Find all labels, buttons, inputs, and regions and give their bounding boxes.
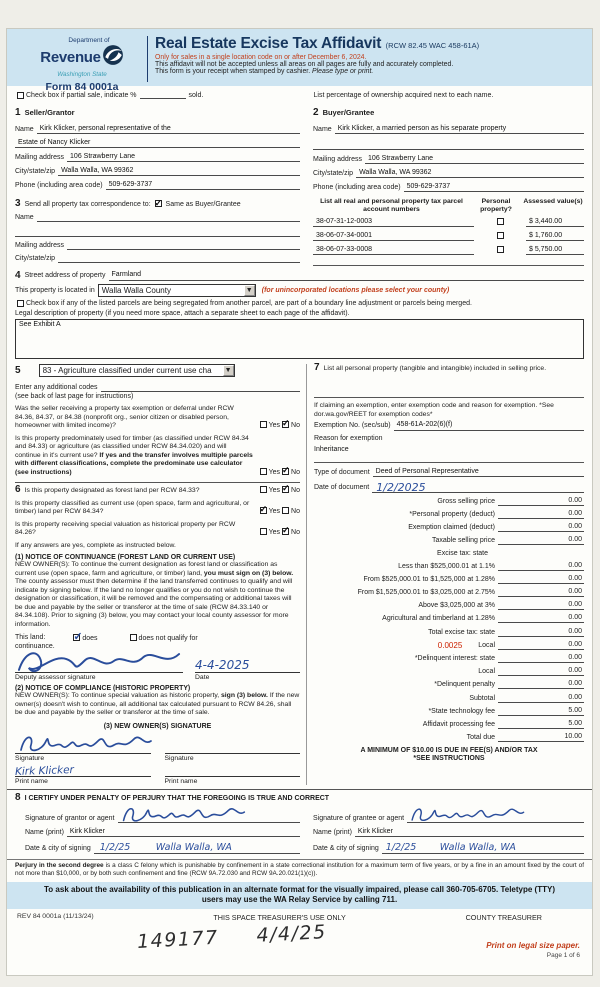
- notice-compliance-title: (2) NOTICE OF COMPLIANCE (HISTORIC PROPERTY): [15, 685, 191, 693]
- deputy-assessor-signature-field[interactable]: [15, 657, 183, 673]
- partial-sale-checkbox[interactable]: [17, 92, 24, 99]
- legal-description-box[interactable]: See Exhibit A: [15, 319, 584, 359]
- signature-label: Signature: [15, 754, 45, 762]
- amount-label: Exemption claimed (deduct): [408, 524, 495, 532]
- additional-codes-field[interactable]: [101, 383, 301, 392]
- treasurer-space-label: THIS SPACE TREASURER'S USE ONLY: [213, 912, 346, 922]
- date-label: Date: [195, 674, 210, 682]
- amount-value[interactable]: 0.00: [498, 653, 584, 663]
- excise-tax-state-heading: Excise tax: state: [437, 549, 488, 557]
- amount-label: From $1,525,000.01 to $3,025,000 at 2.75%: [357, 589, 495, 597]
- form-title-rcw: (RCW 82.45 WAC 458-61A): [385, 41, 480, 50]
- located-in-label: This property is located in: [15, 286, 95, 294]
- amount-label: Less than $525,000.01 at 1.1%: [398, 562, 495, 570]
- seller-name-field-2[interactable]: Estate of Nancy Klicker: [15, 138, 300, 149]
- predominate-use-bold: If yes and the transfer involves multiple parcels with different classifications, complete the predominate use calculator (see instructions): [15, 451, 253, 476]
- current-use-question: Is this property classified as current use (open space, farm and agricultural, or timber) land per RCW 84.34?: [15, 499, 250, 516]
- assessor-date-value: 4-4-2025: [195, 658, 250, 673]
- currentuse-yes-checkbox[interactable]: [260, 507, 267, 514]
- section-7-number: 7: [314, 361, 320, 373]
- amount-value[interactable]: 0.00: [498, 587, 584, 597]
- county-select[interactable]: Walla Walla County ▼: [98, 284, 256, 297]
- historic-yes-checkbox[interactable]: [260, 528, 267, 535]
- amount-value[interactable]: 0.00: [498, 613, 584, 623]
- amount-label: Agricultural and timberland at 1.28%: [382, 615, 495, 623]
- grantee-signature-label: Signature of grantee or agent: [313, 814, 405, 822]
- parcel-number-field[interactable]: 38-07-31-12-0003: [313, 217, 474, 228]
- amount-value[interactable]: 5.00: [498, 719, 584, 729]
- section-4-number: 4: [15, 270, 21, 282]
- grantor-name-label: Name (print): [25, 828, 64, 836]
- deputy-signature-label: Deputy assessor signature: [15, 674, 96, 682]
- amount-label: Total due: [466, 734, 495, 742]
- personal-property-label: List all personal property (tangible and intangible) included in selling price.: [323, 364, 547, 372]
- revenue-wordmark: Revenue: [40, 49, 101, 66]
- buyer-city-label: City/state/zip: [313, 169, 354, 177]
- parcel-row: [313, 231, 584, 242]
- see-back-note: (see back of last page for instructions): [15, 393, 134, 401]
- amount-label: Local: [478, 641, 495, 649]
- rev-number: REV 84 0001a (11/13/24): [17, 912, 94, 920]
- revenue-swirl-icon: [102, 44, 124, 71]
- certify-statement: I CERTIFY UNDER PENALTY OF PERJURY THAT THE FOREGOING IS TRUE AND CORRECT: [24, 794, 330, 802]
- amount-value[interactable]: 0.00: [498, 509, 584, 519]
- parcel-number-field[interactable]: 38-06-07-34-0001: [313, 231, 474, 242]
- legal-description-label: Legal description of property (if you need more space, attach a separate sheet to each page of the affidavit).: [15, 309, 350, 317]
- type-of-document-label: Type of document: [314, 468, 370, 476]
- predominate-use-question: Is this property predominately used for timber (as classified under RCW 84.34 and 84.33) or agriculture (as classified under RCW 84.34.020) and will continue in it's current use?: [15, 434, 249, 459]
- header-note-2: This form is your receipt when stamped by cashier.: [155, 68, 311, 75]
- seller-mailing-field[interactable]: 106 Strawberry Lane: [67, 152, 300, 163]
- grantee-name-field[interactable]: Kirk Klicker: [355, 827, 584, 838]
- type-of-document-field[interactable]: Deed of Personal Representative: [373, 467, 584, 478]
- dropdown-arrow-icon[interactable]: ▼: [223, 365, 234, 376]
- new-owner-print-name-field[interactable]: [15, 764, 151, 777]
- exemption-no-field[interactable]: 458-61A-202(6)(f): [394, 420, 584, 431]
- county-treasurer-label: COUNTY TREASURER: [465, 912, 542, 922]
- grantor-date-field[interactable]: 1/2/25 Walla Walla, WA: [94, 845, 300, 854]
- parcel-personal-checkbox[interactable]: [497, 246, 504, 253]
- reason-exemption-label: Reason for exemption: [314, 434, 383, 442]
- washington-state-label: Washington State: [57, 71, 107, 78]
- amount-value[interactable]: 5.00: [498, 706, 584, 716]
- minimum-due-note: A MINIMUM OF $10.00 IS DUE IN FEE(S) AND/OR TAX: [360, 747, 538, 755]
- forest-yes-checkbox[interactable]: [260, 486, 267, 493]
- print-name-label: Print name: [15, 777, 48, 785]
- corr-city-label: City/state/zip: [15, 254, 56, 262]
- amount-value[interactable]: 0.00: [498, 640, 584, 650]
- amount-value[interactable]: 0.00: [498, 561, 584, 571]
- new-owners-signature-title: (3) NEW OWNER(S) SIGNATURE: [103, 722, 212, 730]
- grantee-signature: [407, 800, 527, 828]
- amount-label: *State technology fee: [428, 707, 495, 715]
- grantee-signature-field[interactable]: [407, 814, 584, 823]
- perjury-note: Perjury in the second degree is a class C felony which is punishable by confinement in a state correctional institution for a maximum term of five years, or by a fine in an amount fixed by the court of not more than $10,000, or by both such confinement and fine (RCW 9A.72.030 and RCW 9A.20.021(1)(c)).: [15, 861, 584, 877]
- parcel-row: [313, 245, 584, 256]
- amount-label: Total excise tax: state: [428, 628, 495, 636]
- seller-phone-label: Phone (including area code): [15, 181, 103, 189]
- notice-continuance-text: NEW OWNER(S): To continue the current designation as forest land or classification as current use (open space, farm and agriculture, or timber) land, you must sign on (3) below. The county assessor must then determine if the land transferred continues to qualify and will indicate by signing below. If the land no longer qualifies or you do not wish to continue the designation or classification, it will be removed and the compensating or additional taxes will be due and payable by the seller or transferor at the time of sale (RCW 84.33.140 or 84.34.108). Prior to signing (3) below, you may contact your local county assessor for more information.: [15, 561, 294, 628]
- section-3-header: 3 Send all property tax correspondence to: ✓ Same as Buyer/Grantee: [15, 198, 300, 209]
- county-note: (for unincorporated locations please select your county): [261, 286, 450, 294]
- personal-property-col-header: Personal property?: [480, 198, 512, 214]
- section-6-number: 6: [15, 484, 21, 496]
- seller-phone-field[interactable]: 509-629-3737: [106, 180, 300, 191]
- this-land-label: This land:: [15, 634, 46, 642]
- partial-percent-field[interactable]: [140, 90, 186, 99]
- buyer-mailing-label: Mailing address: [313, 155, 363, 163]
- amount-label: Taxable selling price: [431, 537, 495, 545]
- q2-no-checkbox[interactable]: [282, 468, 289, 475]
- amount-label: *Delinquent penalty: [434, 681, 495, 689]
- corr-mailing-field[interactable]: [67, 241, 300, 250]
- grantor-signature: [118, 800, 248, 828]
- red-notice: Only for sales in a single location code on or after December 6, 2024.: [155, 54, 367, 61]
- deputy-assessor-signature: [15, 644, 183, 678]
- assessor-date-field[interactable]: [195, 657, 300, 673]
- grantee-name-label: Name (print): [313, 828, 352, 836]
- parcel-col-header: List all real and personal property tax parcel account numbers: [320, 198, 463, 214]
- amount-label: Subtotal: [469, 694, 495, 702]
- segregated-checkbox[interactable]: [17, 300, 24, 307]
- amount-label: Local: [478, 668, 495, 676]
- form-title: Real Estate Excise Tax Affidavit: [155, 35, 382, 52]
- assessed-value-field[interactable]: $ 3,440.00: [526, 217, 584, 228]
- header-note-1: This affidavit will not be accepted unless all areas on all pages are fully and accurately completed.: [155, 61, 454, 68]
- type-or-print-note: Please type or print.: [312, 68, 374, 75]
- new-owner-signature: [15, 728, 155, 758]
- segregated-label: Check box if any of the listed parcels are being segregated from another parcel, are part of a boundary line adjustment or parcels being merged.: [26, 299, 472, 307]
- q1-yes-checkbox[interactable]: [260, 421, 267, 428]
- amount-label: Gross selling price: [437, 497, 495, 505]
- personal-property-field[interactable]: [314, 373, 584, 397]
- stamp-date: 4/4/25: [255, 921, 328, 947]
- amount-label: *Delinquent interest: state: [414, 655, 495, 663]
- new-owner-signature-field-2[interactable]: [165, 738, 301, 754]
- new-owner-print-name: Kirk Klicker: [14, 763, 75, 778]
- section-2-header: 2 Buyer/Grantee: [313, 107, 375, 118]
- buyer-phone-field[interactable]: 509-629-3737: [404, 182, 584, 193]
- parcel-number-field[interactable]: 38-06-07-33-0008: [313, 245, 474, 256]
- signature-label: Signature: [164, 754, 194, 762]
- buyer-city-field[interactable]: Walla Walla, WA 99362: [356, 168, 584, 179]
- section-8-number: 8: [15, 791, 21, 803]
- date-of-document-label: Date of document: [314, 484, 370, 492]
- buyer-mailing-field[interactable]: 106 Strawberry Lane: [365, 154, 584, 165]
- affidavit-form-page: Department of Revenue Washington State Form 84 0001a Real Estate Excise Tax Affidavit (RCW 82.45 WAC 458-61A) Only for sales in a single location code on or after December 6, 2024. This affidavit will not be accepted unless all areas on all pages are fully and accurately completed. This form is your receipt when stamped by cashier. Please type or print. Check box if partial sale, indicate % sold. List percentage of ownership acquired next to each name. 1 Seller/Grantor Name Kirk Klicker, personal representative of the Estate of Nancy Klicker Mailing address 106 Strawberry Lane City/state/zip Walla Walla, WA 99362 Phone (including area code) 509-629-3737 3 Send all property tax correspondence to: ✓ Same as Buyer/Grantee Name Mailing address City/state/zip 2 Buyer/Grantee Name Kirk Klicker, a married person as his separate property Mailing address 106 Strawberry Lane City/state/zip Walla Walla, WA 99362 Phone (including area code) 509-629-3737 List all real and personal property tax parcel account numbers Personal property? Assessed value(s) 38-07-31-12-0003 $ 3,440.00 38-06-07-34-0001 $ 1,760.00 38-06-07-33-0008 $ 5,750.00 4 Street address of property Farmland This property is located in Walla Walla County ▼ (for unincorporated locations please select your county) Check box if any of the listed parcels are being segregated from another parcel, are part of a boundary line adjustment or parcels being merged. Legal description of property (if you need more space, attach a separate sheet to each page of the affidavit). See Exhibit A 5 83 - Agriculture classified under current use cha ▼ Enter any additional codes (see back of last page for instructions) Was the seller receiving a property tax exemption or deferral under RCW 84.36, 84.37, or 84.38 (nonprofit org., senior citizen or disabled person, homeowner with limited income)? Yes ✓ No Is this property predominately used for timber (as classified under RCW 84.34 and 84.33) or agriculture (as classified under RCW 84.34.020) and will continue in it's current use? If yes and the transfer involves multiple parcels with different classifications, complete the predominate use calculator (see instructions) Yes ✓ No 6 Is this property designated as forest land per RCW 84.33? Yes ✓ No Is this property classified as current use (open space, farm and agricultural, or timber) land per RCW 84.34? ✓ Yes No Is this property receiving special valuation as historical property per RCW 84.26? Yes ✓ No If any answers are yes, complete as instructed below. (1) NOTICE OF CONTINUANCE (FOREST LAND OR CURRENT USE) NEW OWNER(S): To continue the current designation as forest land or classification as current use (open space, farm and agriculture, or timber) land, you must sign on (3) below. The county assessor must then determine if the land transferred continues to qualify and will indicate by signing below. If the land no longer qualifies or you do not wish to continue the designation or classification, it will be removed and the compensating or additional taxes will be due and payable by the seller or transferor at the time of sale (RCW 84.33.140 or 84.34.108). Prior to signing (3) below, you may contact your local county assessor for more information. This land: ✓ does does not qualify for continuance. Deputy assessor signature 4-4-2025 Date (2) NOTICE OF COMPLIANCE (HISTORIC PROPERTY) NEW OWNER(S): To continue special valuation as historic property, sign (3) below. If the new owner(s) doesn't wish to continue, all additional tax calculated pursuant to RCW 84.26, shall be due and payable by the seller or transferor at the time of sale. (3) NEW OWNER(S) SIGNATURE Signature Signature Kirk Klicker Print name Print name 7 List all personal property (tangible and intangible) included in selling price. If claiming an exemption, enter exemption code and reason for exemption. *See dor.wa.gov/REET for exemption codes* Exemption No. (sec/sub) 458-61A-202(6)(f) Reason for exemption Inheritance Type of document Deed of Personal Representative Date of document 1/2/2025 Gross selling price 0.00 *Personal property (deduct) 0.00 Exemption claimed (deduct) 0.00 Taxable selling price 0.00 Excise tax: state Less than $525,000.01 at 1.1% 0.00 From $525,000.01 to $1,525,000 at 1.28% 0.00 From $1,525,000.01 to $3,025,000 at 2.75% 0.00 Above $3,025,000 at 3% 0.00 Agricultural and timberland at 1.28% 0.00 Total excise tax: state 0.00 0.0025 Local 0.00 *Delinquent interest: state 0.00 Local 0.00 *Delinquent penalty 0.00 Subtotal 0.00 *State technology fee 5.00 Affidavit processing fee 5.00 Total due 10.00 A MINIMUM OF $10.00 IS DUE IN FEE(S) AND/OR TAX *SEE INSTRUCTIONS 8 I CERTIFY UNDER PENALTY OF PERJURY THAT THE FOREGOING IS TRUE AND CORRECT Signature of grantor or agent Name (print) Kirk Klicker Date & city of signing 1/2/25 Walla Walla, WA Signature of grantee or agent Name (print) Kirk Klicker Date & city of signing 1/2/25 Walla Walla, WA Perjury in the second degree is a class C felony which is punishable by confinement in a state correctional institution for a maximum term of five years, or by a fine in an amount fixed by the court of not more than $10,000, or by both such confinement and fine (RCW 9A.72.030 and RCW 9A.20.021(1)(c)). To ask about the availability of this publication in an alternate format for the visually impaired, please call 360-705-6705. Teletype (TTY) users may use the WA Relay Service by calling 711. REV 84 0001a (11/13/24) THIS SPACE TREASURER'S USE ONLY COUNTY TREASURER 149177 4/4/25 Print on legal size paper. Page 1 of 6: [6, 28, 593, 976]
- does-not-qualify-checkbox[interactable]: [130, 634, 137, 641]
- form-header: [7, 29, 592, 93]
- reason-exemption-value[interactable]: Inheritance: [314, 445, 349, 453]
- amount-label: From $525,000.01 to $1,525,000 at 1.28%: [363, 575, 495, 583]
- street-address-field[interactable]: Farmland: [109, 270, 585, 281]
- amount-value[interactable]: 10.00: [498, 732, 584, 742]
- amount-value[interactable]: 0.00: [498, 666, 584, 676]
- stamp-number: 149177: [136, 926, 220, 953]
- answers-yes-note: If any answers are yes, complete as instructed below.: [15, 541, 176, 549]
- parcel-personal-checkbox[interactable]: [497, 218, 504, 225]
- corr-mailing-label: Mailing address: [15, 241, 65, 249]
- seller-mailing-label: Mailing address: [15, 153, 65, 161]
- print-name-label: Print name: [164, 777, 198, 785]
- amount-value[interactable]: 0.00: [498, 627, 584, 637]
- section-1-header: 1 Seller/Grantor: [15, 107, 75, 118]
- corr-name-field[interactable]: [37, 213, 300, 222]
- section-5-number: 5: [15, 364, 21, 376]
- grantee-date-field[interactable]: 1/2/25 Walla Walla, WA: [382, 845, 584, 854]
- q1-no-checkbox[interactable]: [282, 421, 289, 428]
- amount-value[interactable]: 0.00: [498, 693, 584, 703]
- see-instructions-note: *SEE INSTRUCTIONS: [413, 755, 485, 763]
- dept-of-label: Department of: [68, 37, 110, 44]
- amount-value[interactable]: 0.00: [498, 600, 584, 610]
- forest-land-question: Is this property designated as forest land per RCW 84.33?: [24, 487, 200, 495]
- seller-city-label: City/state/zip: [15, 167, 56, 175]
- page-indicator: Page 1 of 6: [546, 952, 580, 959]
- amount-value[interactable]: 0.00: [498, 679, 584, 689]
- historical-question: Is this property receiving special valuation as historical property per RCW 84.26?: [15, 520, 236, 537]
- corr-name-label: Name: [15, 213, 34, 221]
- local-rate-value: 0.0025: [437, 640, 463, 650]
- amount-value[interactable]: 0.00: [498, 535, 584, 545]
- treasurer-stamp: [137, 919, 366, 953]
- exemption-no-label: Exemption No. (sec/sub): [314, 422, 391, 430]
- sold-label: sold.: [188, 92, 204, 99]
- buyer-name-field[interactable]: Kirk Klicker, a married person as his separate property: [335, 124, 584, 135]
- corr-name-field-2[interactable]: [15, 228, 300, 237]
- accessibility-note: To ask about the availability of this publication in an alternate format for the visually impaired, please call 360-705-6705. Teletype (TTY) users may use the WA Relay Service by calling 711.: [7, 882, 592, 909]
- amount-value[interactable]: 0.00: [498, 574, 584, 584]
- notice-compliance-text: NEW OWNER(S): To continue special valuation as historic property, sign (3) below. If the new owner(s) doesn't wish to continue, all additional tax calculated pursuant to RCW 84.26, shall be due and payable by the seller or transferor at the time of sale.: [15, 692, 300, 717]
- header-divider: [147, 36, 148, 82]
- forest-no-checkbox[interactable]: [282, 486, 289, 493]
- parcel-row: [313, 217, 584, 228]
- seller-city-field[interactable]: Walla Walla, WA 99362: [58, 166, 300, 177]
- does-qualify-checkbox[interactable]: [73, 634, 80, 641]
- buyer-phone-label: Phone (including area code): [313, 183, 401, 191]
- currentuse-no-checkbox[interactable]: [282, 507, 289, 514]
- assessed-value-col-header: Assessed value(s): [523, 198, 583, 205]
- exemption-intro: If claiming an exemption, enter exemption code and reason for exemption. *See dor.wa.gov/REET for exemption codes*: [314, 402, 554, 418]
- street-address-label: Street address of property: [24, 272, 106, 280]
- buyer-name-label: Name: [313, 125, 332, 133]
- continuance-label: continuance.: [15, 643, 55, 651]
- seller-name-field[interactable]: Kirk Klicker, personal representative of the: [37, 124, 300, 135]
- additional-codes-label: Enter any additional codes: [15, 383, 98, 391]
- dor-logo: [21, 34, 143, 93]
- assessed-value-field[interactable]: $ 5,750.00: [526, 245, 584, 256]
- amount-label: Above $3,025,000 at 3%: [418, 602, 495, 610]
- parcel-personal-checkbox[interactable]: [497, 232, 504, 239]
- print-legal-note: Print on legal size paper.: [486, 941, 580, 950]
- grantee-date-label: Date & city of signing: [313, 845, 379, 853]
- form-number: Form 84 0001a: [45, 81, 119, 93]
- grantor-date-label: Date & city of signing: [25, 845, 91, 853]
- dropdown-arrow-icon[interactable]: ▼: [244, 285, 255, 296]
- grantor-signature-label: Signature of grantor or agent: [25, 814, 115, 822]
- grantor-signature-field[interactable]: [118, 814, 300, 823]
- new-owner-signature-field[interactable]: [15, 738, 151, 754]
- q2-yes-checkbox[interactable]: [260, 468, 267, 475]
- seller-name-label: Name: [15, 125, 34, 133]
- amount-value[interactable]: 0.00: [498, 522, 584, 532]
- notice-continuance-title: (1) NOTICE OF CONTINUANCE (FOREST LAND OR CURRENT USE): [15, 554, 236, 562]
- amount-label: *Personal property (deduct): [409, 510, 495, 518]
- partial-sale-label: Check box if partial sale, indicate %: [26, 92, 137, 99]
- same-as-buyer-label: Same as Buyer/Grantee: [165, 201, 241, 208]
- corr-city-field[interactable]: [58, 254, 300, 263]
- same-as-buyer-checkbox[interactable]: [155, 200, 162, 207]
- buyer-name-field-2[interactable]: [313, 141, 584, 150]
- ownership-percent-note: List percentage of ownership acquired next to each name.: [313, 92, 494, 99]
- amount-label: Affidavit processing fee: [422, 720, 495, 728]
- date-of-document-field[interactable]: 1/2/2025: [372, 481, 584, 493]
- new-owner-print-name-field-2[interactable]: [165, 764, 301, 777]
- assessed-value-field[interactable]: $ 1,760.00: [526, 231, 584, 242]
- amount-value[interactable]: 0.00: [498, 496, 584, 506]
- grantor-name-field[interactable]: Kirk Klicker: [67, 827, 300, 838]
- historic-no-checkbox[interactable]: [282, 528, 289, 535]
- use-code-select[interactable]: 83 - Agriculture classified under current use cha ▼: [39, 364, 235, 377]
- exemption-deferral-question: Was the seller receiving a property tax exemption or deferral under RCW 84.36, 84.37, or 84.38 (nonprofit org., senior citizen or disabled person, homeowner with limited income)?: [15, 405, 234, 430]
